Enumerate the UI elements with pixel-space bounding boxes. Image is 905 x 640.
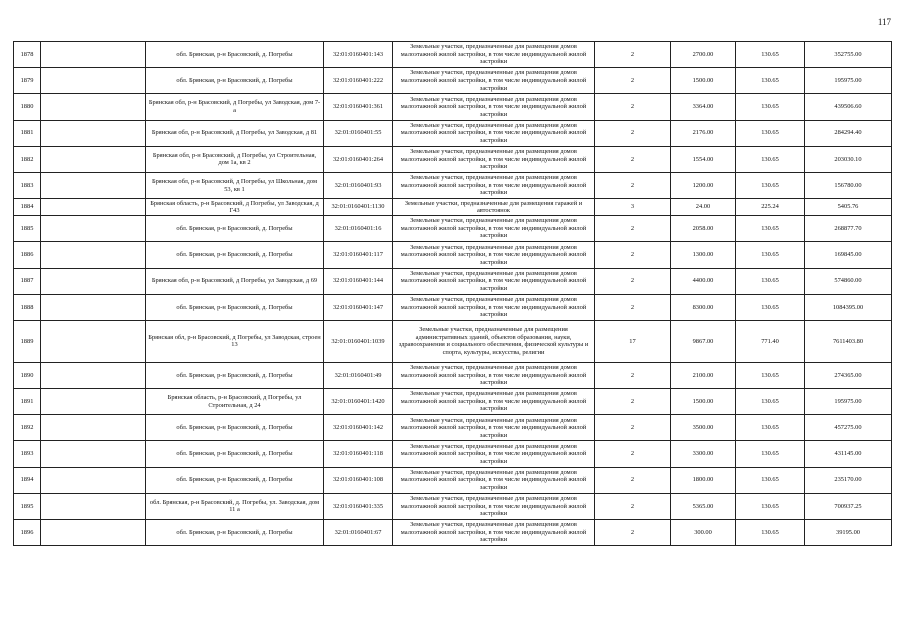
cell-area: 3300.00 <box>671 441 736 467</box>
cell-specific-value: 130.65 <box>736 467 805 493</box>
cell-cadastral-number: 32:01:0160401:144 <box>324 268 393 294</box>
cell-cadastral-value: 156780.00 <box>805 172 892 198</box>
cell-group-number: 2 <box>595 389 671 415</box>
cell-spacer <box>41 520 146 546</box>
cell-specific-value: 130.65 <box>736 520 805 546</box>
cell-group-number: 2 <box>595 415 671 441</box>
cell-group-number: 2 <box>595 172 671 198</box>
cell-spacer <box>41 467 146 493</box>
cell-row-number: 1893 <box>14 441 41 467</box>
cell-cadastral-value: 195975.00 <box>805 68 892 94</box>
cell-address: обл. Брянская, р-н Брасовский, д. Погребы <box>146 216 324 242</box>
cell-area: 3500.00 <box>671 415 736 441</box>
cell-address: Брянская обл, р-н Брасовский, д Погребы, ул Заводская, д 69 <box>146 268 324 294</box>
cell-land-use-purpose: Земельные участки, предназначенные для размещения домов малоэтажной жилой застройки, в том числе индивидуальной жилой застройки <box>393 172 595 198</box>
cell-area: 24.00 <box>671 199 736 216</box>
cell-row-number: 1883 <box>14 172 41 198</box>
cell-cadastral-value: 203030.10 <box>805 146 892 172</box>
cell-spacer <box>41 362 146 388</box>
cell-address: Брянская область, р-н Брасовский, д Погребы, ул Заводская, д Г43 <box>146 199 324 216</box>
cell-group-number: 2 <box>595 120 671 146</box>
cell-area: 4400.00 <box>671 268 736 294</box>
cell-spacer <box>41 493 146 519</box>
cell-area: 1800.00 <box>671 467 736 493</box>
cell-cadastral-number: 32:01:0160401:142 <box>324 415 393 441</box>
table-row <box>14 120 892 146</box>
cell-cadastral-value: 284294.40 <box>805 120 892 146</box>
cell-spacer <box>41 415 146 441</box>
cell-address: обл. Брянская, р-н Брасовский, д. Погребы <box>146 242 324 268</box>
cell-land-use-purpose: Земельные участки, предназначенные для размещения домов малоэтажной жилой застройки, в том числе индивидуальной жилой застройки <box>393 362 595 388</box>
cell-row-number: 1879 <box>14 68 41 94</box>
cell-address: обл. Брянская, р-н Брасовский, д. Погребы <box>146 415 324 441</box>
cell-specific-value: 130.65 <box>736 94 805 120</box>
cell-specific-value: 771.40 <box>736 320 805 362</box>
cell-cadastral-value: 7611403.80 <box>805 320 892 362</box>
cell-group-number: 3 <box>595 199 671 216</box>
cell-area: 9867.00 <box>671 320 736 362</box>
cell-address: обл. Брянская, р-н Брасовский, д. Погребы <box>146 68 324 94</box>
cell-cadastral-number: 32:01:0160401:49 <box>324 362 393 388</box>
cell-cadastral-number: 32:01:0160401:108 <box>324 467 393 493</box>
cell-group-number: 2 <box>595 146 671 172</box>
cell-spacer <box>41 146 146 172</box>
cell-specific-value: 130.65 <box>736 242 805 268</box>
cell-group-number: 2 <box>595 216 671 242</box>
cell-group-number: 2 <box>595 520 671 546</box>
cell-land-use-purpose: Земельные участки, предназначенные для размещения домов малоэтажной жилой застройки, в том числе индивидуальной жилой застройки <box>393 294 595 320</box>
table-row <box>14 467 892 493</box>
table-row <box>14 94 892 120</box>
table-row <box>14 294 892 320</box>
cell-address: Брянская обл, р-н Брасовский, д Погребы, ул Заводская, строен 13 <box>146 320 324 362</box>
cell-row-number: 1889 <box>14 320 41 362</box>
cell-cadastral-number: 32:01:0160401:1039 <box>324 320 393 362</box>
cell-specific-value: 130.65 <box>736 68 805 94</box>
cell-cadastral-value: 457275.00 <box>805 415 892 441</box>
cell-spacer <box>41 268 146 294</box>
cell-address: Брянская область, р-н Брасовский, д Погребы, ул Строительная, д 24 <box>146 389 324 415</box>
cell-row-number: 1887 <box>14 268 41 294</box>
cell-land-use-purpose: Земельные участки, предназначенные для размещения домов малоэтажной жилой застройки, в том числе индивидуальной жилой застройки <box>393 493 595 519</box>
cell-specific-value: 130.65 <box>736 146 805 172</box>
cell-land-use-purpose: Земельные участки, предназначенные для размещения домов малоэтажной жилой застройки, в том числе индивидуальной жилой застройки <box>393 94 595 120</box>
table-row <box>14 415 892 441</box>
cell-group-number: 2 <box>595 294 671 320</box>
cell-land-use-purpose: Земельные участки, предназначенные для размещения гаражей и автостоянок <box>393 199 595 216</box>
cell-spacer <box>41 94 146 120</box>
cell-land-use-purpose: Земельные участки, предназначенные для размещения домов малоэтажной жилой застройки, в том числе индивидуальной жилой застройки <box>393 120 595 146</box>
cell-land-use-purpose: Земельные участки, предназначенные для размещения домов малоэтажной жилой застройки, в том числе индивидуальной жилой застройки <box>393 42 595 68</box>
cell-cadastral-number: 32:01:0160401:1130 <box>324 199 393 216</box>
cell-cadastral-value: 195975.00 <box>805 389 892 415</box>
table-row <box>14 146 892 172</box>
cell-group-number: 2 <box>595 467 671 493</box>
cell-group-number: 2 <box>595 94 671 120</box>
cell-area: 3364.00 <box>671 94 736 120</box>
cell-cadastral-value: 352755.00 <box>805 42 892 68</box>
cell-specific-value: 130.65 <box>736 294 805 320</box>
cell-area: 1554.00 <box>671 146 736 172</box>
table-row <box>14 42 892 68</box>
cell-row-number: 1886 <box>14 242 41 268</box>
cell-specific-value: 130.65 <box>736 493 805 519</box>
cell-cadastral-value: 235170.00 <box>805 467 892 493</box>
table-row <box>14 362 892 388</box>
table-row <box>14 389 892 415</box>
cell-cadastral-value: 574860.00 <box>805 268 892 294</box>
cell-group-number: 2 <box>595 493 671 519</box>
cell-land-use-purpose: Земельные участки, предназначенные для размещения домов малоэтажной жилой застройки, в том числе индивидуальной жилой застройки <box>393 242 595 268</box>
cell-cadastral-number: 32:01:0160401:335 <box>324 493 393 519</box>
page-number: 117 <box>877 17 891 27</box>
cell-address: Брянская обл, р-н Брасовский, д Погребы, ул Школьная, дом 53, кв 1 <box>146 172 324 198</box>
cell-row-number: 1880 <box>14 94 41 120</box>
cell-address: обл. Брянская, р-н Брасовский, д. Погребы <box>146 362 324 388</box>
cell-area: 1200.00 <box>671 172 736 198</box>
table-row <box>14 172 892 198</box>
cell-land-use-purpose: Земельные участки, предназначенные для размещения домов малоэтажной жилой застройки, в том числе индивидуальной жилой застройки <box>393 415 595 441</box>
cell-area: 1300.00 <box>671 242 736 268</box>
table-row <box>14 199 892 216</box>
cell-cadastral-number: 32:01:0160401:117 <box>324 242 393 268</box>
cell-land-use-purpose: Земельные участки, предназначенные для размещения домов малоэтажной жилой застройки, в том числе индивидуальной жилой застройки <box>393 441 595 467</box>
cell-spacer <box>41 389 146 415</box>
cell-cadastral-value: 39195.00 <box>805 520 892 546</box>
table-row <box>14 242 892 268</box>
cell-cadastral-number: 32:01:0160401:118 <box>324 441 393 467</box>
cell-area: 2100.00 <box>671 362 736 388</box>
cell-row-number: 1890 <box>14 362 41 388</box>
cell-cadastral-number: 32:01:0160401:93 <box>324 172 393 198</box>
cell-cadastral-value: 1084395.00 <box>805 294 892 320</box>
cell-area: 8300.00 <box>671 294 736 320</box>
cell-address: обл. Брянская, р-н Брасовский, д. Погребы, ул. Заводская, дом 11 а <box>146 493 324 519</box>
cell-address: обл. Брянская, р-н Брасовский, д. Погребы <box>146 467 324 493</box>
cell-cadastral-number: 32:01:0160401:361 <box>324 94 393 120</box>
cell-specific-value: 130.65 <box>736 268 805 294</box>
cell-specific-value: 130.65 <box>736 362 805 388</box>
table-row <box>14 520 892 546</box>
cell-group-number: 2 <box>595 242 671 268</box>
cell-group-number: 2 <box>595 42 671 68</box>
cell-spacer <box>41 42 146 68</box>
cell-land-use-purpose: Земельные участки, предназначенные для размещения домов малоэтажной жилой застройки, в том числе индивидуальной жилой застройки <box>393 389 595 415</box>
cell-row-number: 1881 <box>14 120 41 146</box>
cell-specific-value: 130.65 <box>736 389 805 415</box>
cell-group-number: 17 <box>595 320 671 362</box>
cell-cadastral-value: 268877.70 <box>805 216 892 242</box>
table-row <box>14 68 892 94</box>
cell-specific-value: 130.65 <box>736 415 805 441</box>
cell-address: Брянская обл, р-н Брасовский, д Погребы, ул Строительная, дом 1а, кв 2 <box>146 146 324 172</box>
cell-group-number: 2 <box>595 268 671 294</box>
cell-land-use-purpose: Земельные участки, предназначенные для размещения домов малоэтажной жилой застройки, в том числе индивидуальной жилой застройки <box>393 268 595 294</box>
cell-cadastral-number: 32:01:0160401:67 <box>324 520 393 546</box>
cell-cadastral-value: 439506.60 <box>805 94 892 120</box>
cell-specific-value: 130.65 <box>736 216 805 242</box>
cell-row-number: 1888 <box>14 294 41 320</box>
cell-land-use-purpose: Земельные участки, предназначенные для размещения домов малоэтажной жилой застройки, в том числе индивидуальной жилой застройки <box>393 146 595 172</box>
cell-land-use-purpose: Земельные участки, предназначенные для размещения домов малоэтажной жилой застройки, в том числе индивидуальной жилой застройки <box>393 216 595 242</box>
cell-cadastral-value: 274365.00 <box>805 362 892 388</box>
table-row <box>14 216 892 242</box>
cell-spacer <box>41 441 146 467</box>
table-row <box>14 493 892 519</box>
cell-group-number: 2 <box>595 68 671 94</box>
cell-spacer <box>41 216 146 242</box>
cell-area: 1500.00 <box>671 389 736 415</box>
cell-row-number: 1891 <box>14 389 41 415</box>
cell-group-number: 2 <box>595 441 671 467</box>
cell-spacer <box>41 242 146 268</box>
cell-cadastral-number: 32:01:0160401:264 <box>324 146 393 172</box>
cell-row-number: 1896 <box>14 520 41 546</box>
cell-row-number: 1884 <box>14 199 41 216</box>
cell-area: 2700.00 <box>671 42 736 68</box>
cell-specific-value: 130.65 <box>736 42 805 68</box>
cadastral-value-table <box>13 41 892 546</box>
cell-row-number: 1885 <box>14 216 41 242</box>
cell-land-use-purpose: Земельные участки, предназначенные для размещения домов малоэтажной жилой застройки, в том числе индивидуальной жилой застройки <box>393 520 595 546</box>
cell-spacer <box>41 294 146 320</box>
cell-row-number: 1894 <box>14 467 41 493</box>
cell-row-number: 1895 <box>14 493 41 519</box>
cell-address: Брянская обл, р-н Брасовский, д Погребы, ул Заводская, дом 7-а <box>146 94 324 120</box>
cell-land-use-purpose: Земельные участки, предназначенные для размещения домов малоэтажной жилой застройки, в том числе индивидуальной жилой застройки <box>393 68 595 94</box>
cell-spacer <box>41 199 146 216</box>
cell-spacer <box>41 120 146 146</box>
table-row <box>14 320 892 362</box>
cell-specific-value: 130.65 <box>736 441 805 467</box>
cell-cadastral-number: 32:01:0160401:147 <box>324 294 393 320</box>
cell-area: 2176.00 <box>671 120 736 146</box>
cell-address: обл. Брянская, р-н Брасовский, д. Погребы <box>146 294 324 320</box>
cell-address: Брянская обл, р-н Брасовский, д Погребы, ул Заводская, д 81 <box>146 120 324 146</box>
cell-cadastral-number: 32:01:0160401:1420 <box>324 389 393 415</box>
cell-address: обл. Брянская, р-н Брасовский, д. Погребы <box>146 42 324 68</box>
cell-cadastral-number: 32:01:0160401:222 <box>324 68 393 94</box>
cell-area: 300.00 <box>671 520 736 546</box>
cell-cadastral-number: 32:01:0160401:143 <box>324 42 393 68</box>
cell-area: 5365.00 <box>671 493 736 519</box>
cell-land-use-purpose: Земельные участки, предназначенные для размещения административных зданий, объектов образования, науки, здравоохранения и социального обеспечения, физической культуры и спорта, культуры, искусства, религии <box>393 320 595 362</box>
cell-address: обл. Брянская, р-н Брасовский, д. Погребы <box>146 441 324 467</box>
cell-cadastral-value: 5405.76 <box>805 199 892 216</box>
cell-area: 1500.00 <box>671 68 736 94</box>
cell-spacer <box>41 320 146 362</box>
cell-cadastral-number: 32:01:0160401:16 <box>324 216 393 242</box>
cell-specific-value: 225.24 <box>736 199 805 216</box>
cell-row-number: 1892 <box>14 415 41 441</box>
cell-land-use-purpose: Земельные участки, предназначенные для размещения домов малоэтажной жилой застройки, в том числе индивидуальной жилой застройки <box>393 467 595 493</box>
cell-row-number: 1882 <box>14 146 41 172</box>
cell-cadastral-number: 32:01:0160401:55 <box>324 120 393 146</box>
cell-cadastral-value: 431145.00 <box>805 441 892 467</box>
table-body <box>14 42 892 546</box>
cell-cadastral-value: 700937.25 <box>805 493 892 519</box>
cell-group-number: 2 <box>595 362 671 388</box>
cell-spacer <box>41 172 146 198</box>
cell-spacer <box>41 68 146 94</box>
cell-address: обл. Брянская, р-н Брасовский, д. Погребы <box>146 520 324 546</box>
table-row <box>14 268 892 294</box>
cell-row-number: 1878 <box>14 42 41 68</box>
cell-area: 2058.00 <box>671 216 736 242</box>
cell-specific-value: 130.65 <box>736 172 805 198</box>
cell-cadastral-value: 169845.00 <box>805 242 892 268</box>
table-row <box>14 441 892 467</box>
cell-specific-value: 130.65 <box>736 120 805 146</box>
